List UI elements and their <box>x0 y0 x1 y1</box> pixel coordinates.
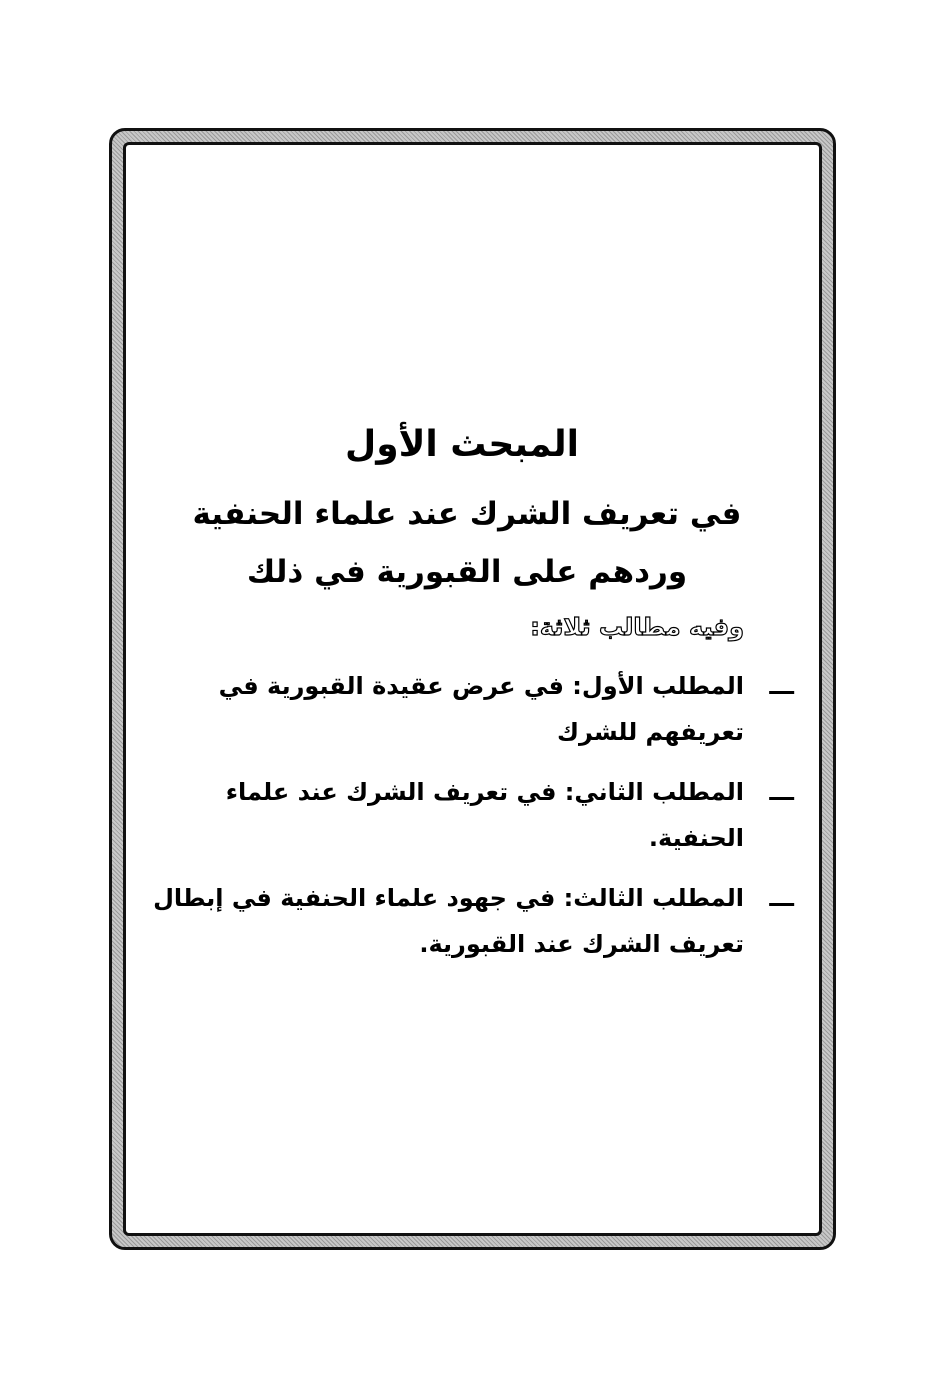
item-dash: ـــ <box>769 672 794 700</box>
chapter-subtitle <box>170 485 764 601</box>
chapter-subtitle-line1: في تعريف الشرك عند علماء الحنفية <box>192 496 742 532</box>
chapter-title: المبحث الأول <box>344 424 580 465</box>
list-item <box>130 769 794 861</box>
sections-list <box>130 663 794 967</box>
list-item <box>130 875 794 967</box>
item-text: المطلب الأول: في عرض عقيدة القبورية في تعريفهم للشرك <box>218 672 744 746</box>
item-dash: ـــ <box>769 778 794 806</box>
chapter-subtitle-line2: وردهم على القبورية في ذلك <box>246 554 688 590</box>
item-text: المطلب الثاني: في تعريف الشرك عند علماء الحنفية. <box>225 778 744 852</box>
item-dash: ـــ <box>769 884 794 912</box>
chapter-content <box>130 415 794 981</box>
sections-intro: وفيه مطالب ثلاثة: <box>530 613 744 641</box>
item-text: المطلب الثالث: في جهود علماء الحنفية في إبطال تعريف الشرك عند القبورية. <box>153 884 744 958</box>
list-item <box>130 663 794 755</box>
